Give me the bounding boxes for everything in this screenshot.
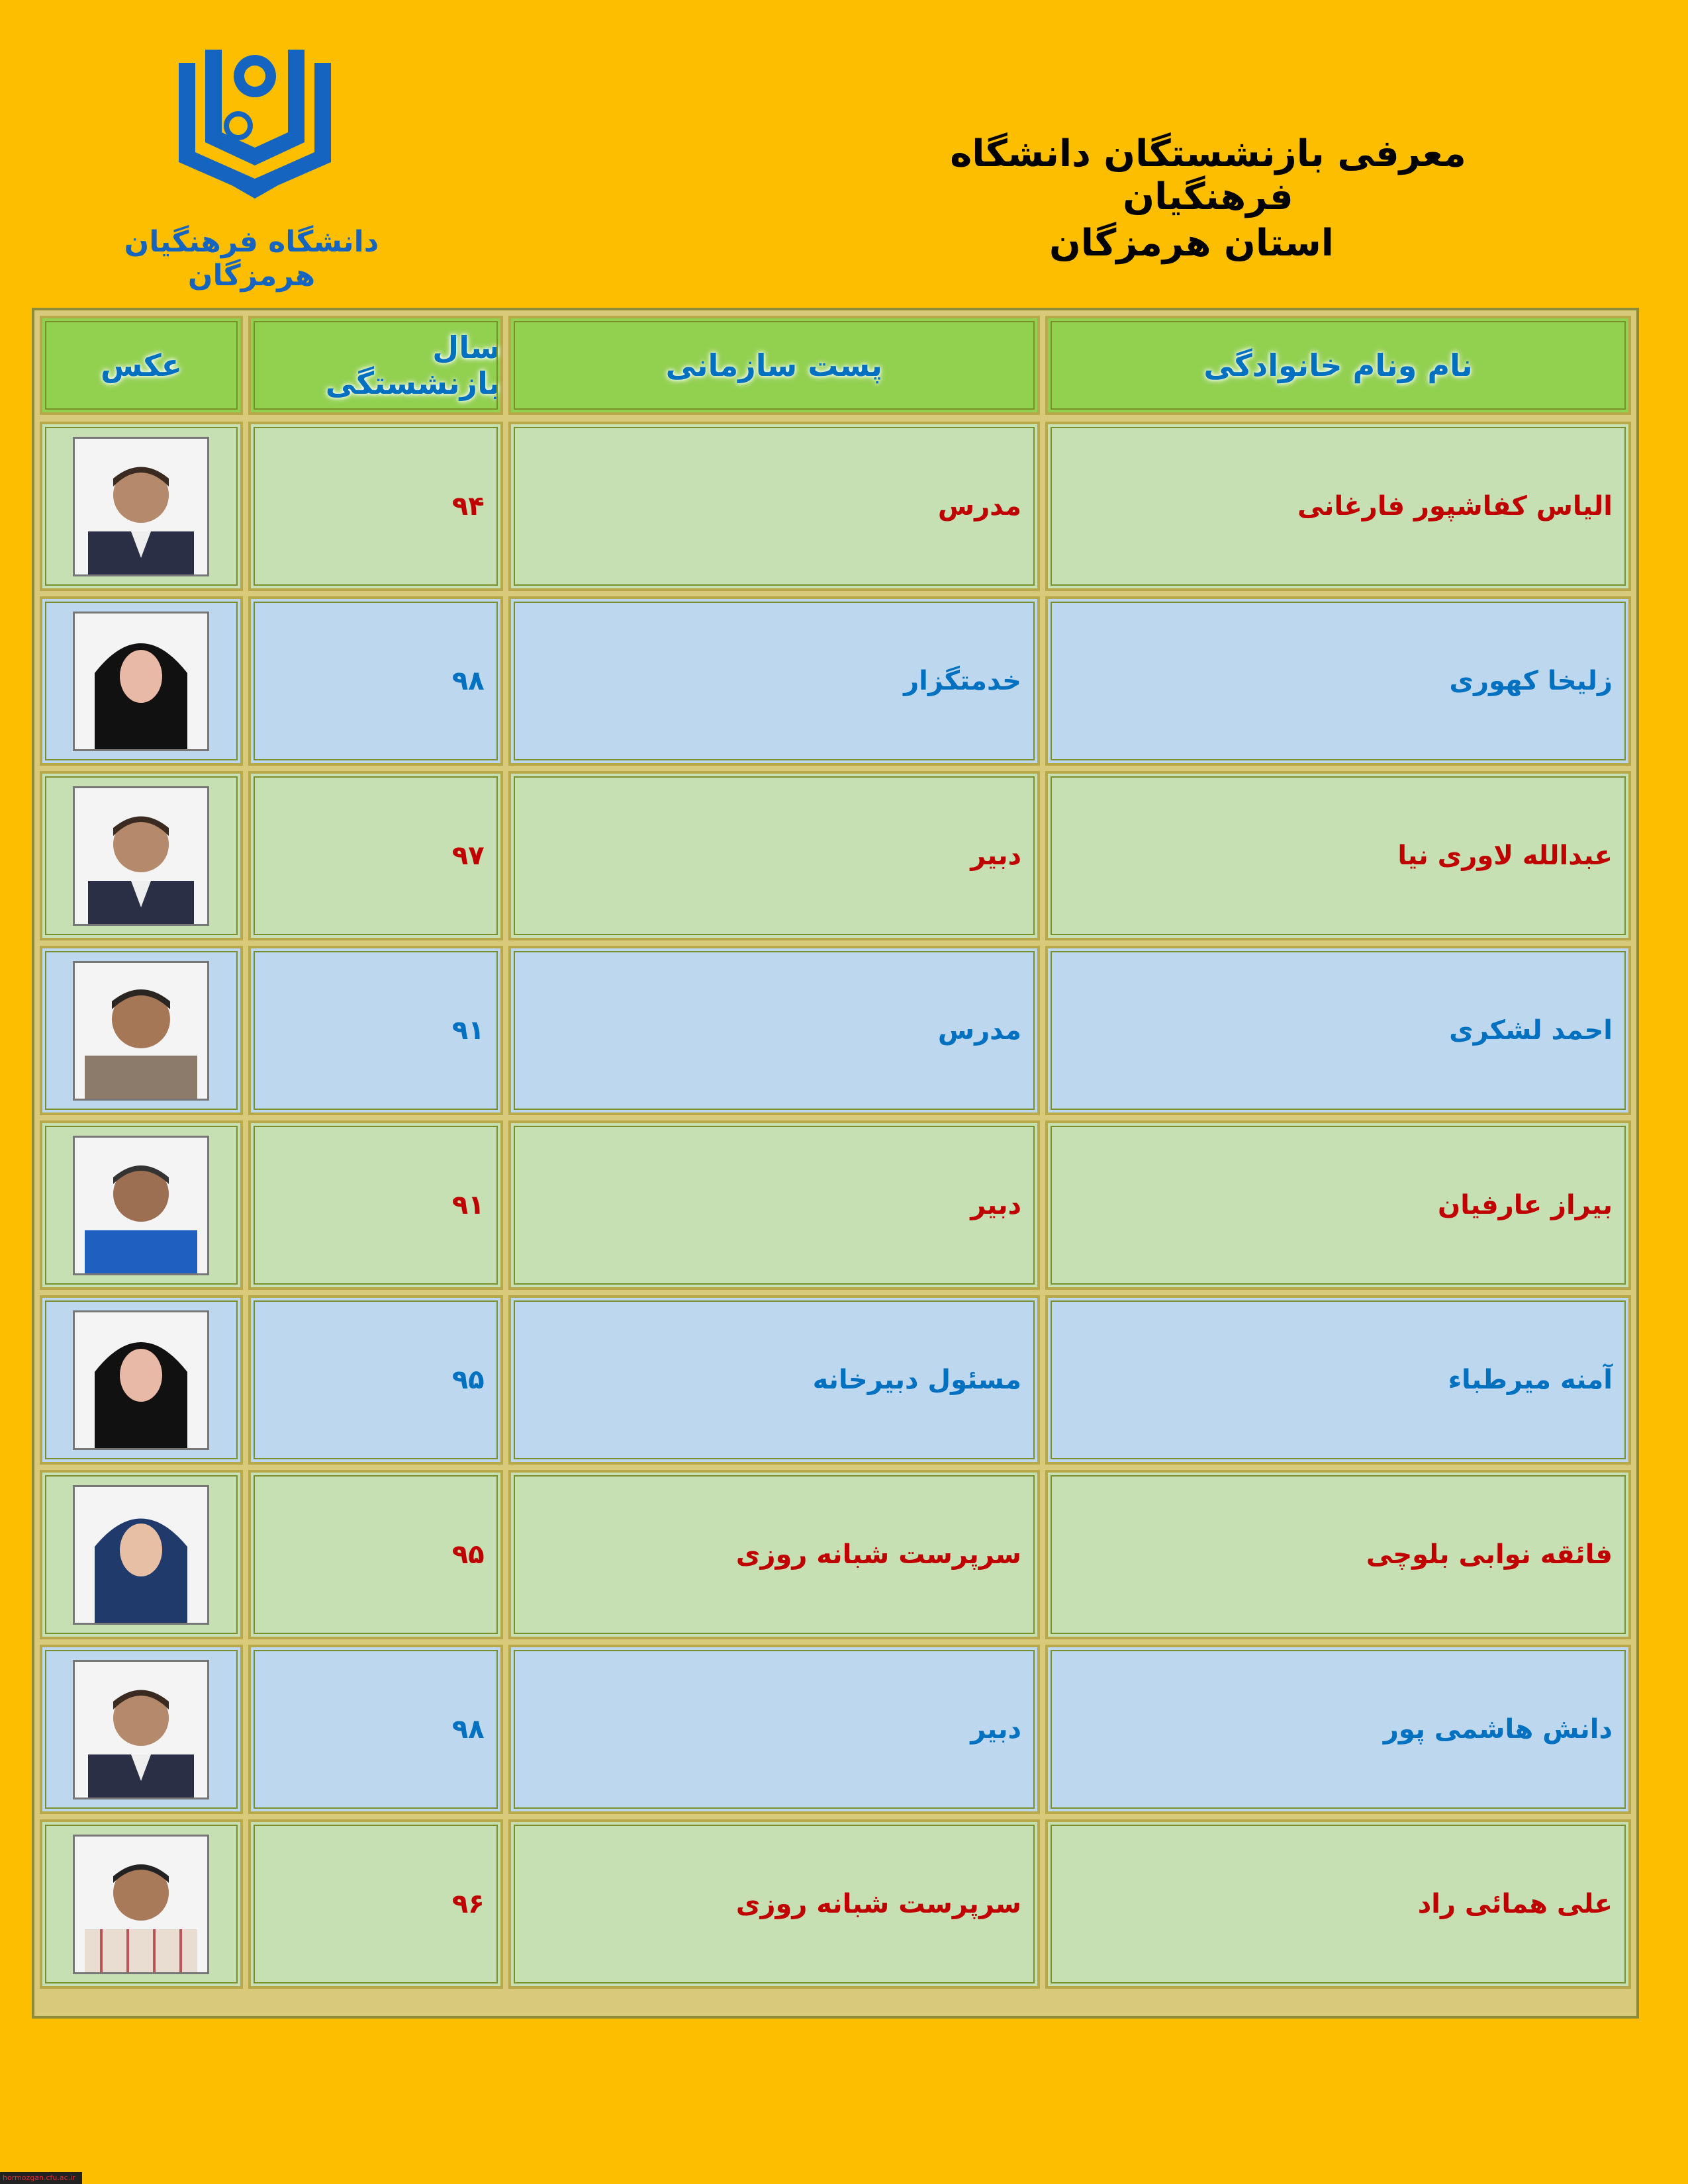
- full-name: احمد لشکری: [1449, 1015, 1613, 1046]
- year-cell: [248, 946, 503, 1115]
- post-cell: [508, 1295, 1040, 1465]
- retirement-year: ۹۷: [451, 841, 485, 871]
- post-cell: [508, 1645, 1040, 1814]
- year-cell: [248, 1645, 503, 1814]
- portrait-icon: [75, 1662, 207, 1797]
- post-cell: [508, 1819, 1040, 1989]
- portrait-icon: [75, 1837, 207, 1972]
- organizational-post: دبیر: [970, 1190, 1021, 1220]
- portrait-photo: [73, 786, 209, 926]
- name-cell: [1045, 1295, 1631, 1465]
- photo-cell: [40, 946, 243, 1115]
- header-post-label: پست سازمانی: [665, 347, 883, 383]
- full-name: بیراز عارفیان: [1438, 1190, 1613, 1220]
- organizational-post: سرپرست شبانه روزی: [735, 1889, 1021, 1919]
- header-name-label: نام ونام خانوادگی: [1203, 347, 1473, 383]
- full-name: الیاس کفاشپور فارغانی: [1297, 491, 1613, 522]
- photo-cell: [40, 596, 243, 766]
- year-cell: [248, 422, 503, 591]
- portrait-photo: [73, 437, 209, 576]
- page-subtitle: استان هرمزگان: [1049, 222, 1334, 265]
- photo-cell: [40, 771, 243, 940]
- header-name: [1045, 316, 1631, 415]
- post-cell: [508, 596, 1040, 766]
- logo-caption: دانشگاه فرهنگیان هرمزگان: [124, 225, 379, 293]
- retirement-year: ۹۱: [451, 1015, 485, 1046]
- header-year-label: سال بازنشستگی: [325, 330, 500, 401]
- name-cell: [1045, 771, 1631, 940]
- retirement-year: ۹۶: [451, 1889, 485, 1919]
- photo-cell: [40, 1295, 243, 1465]
- portrait-photo: [73, 1835, 209, 1974]
- table-row: [40, 946, 1631, 1115]
- portrait-photo: [73, 961, 209, 1101]
- logo-icon: [165, 36, 344, 202]
- full-name: زلیخا کهوری: [1449, 666, 1613, 696]
- name-cell: [1045, 422, 1631, 591]
- name-cell: [1045, 1120, 1631, 1290]
- retirement-year: ۹۴: [451, 491, 485, 522]
- organizational-post: مدرس: [937, 1015, 1021, 1046]
- organizational-post: خدمتگزار: [904, 666, 1021, 696]
- name-cell: [1045, 1819, 1631, 1989]
- table-row: [40, 1645, 1631, 1814]
- header-year: [248, 316, 503, 415]
- year-cell: [248, 1470, 503, 1639]
- portrait-icon: [75, 439, 207, 574]
- portrait-icon: [75, 614, 207, 749]
- retirement-year: ۹۱: [451, 1190, 485, 1220]
- table-row: [40, 422, 1631, 591]
- post-cell: [508, 771, 1040, 940]
- organizational-post: مسئول دبیرخانه: [812, 1365, 1021, 1395]
- header-photo: [40, 316, 243, 415]
- name-cell: [1045, 946, 1631, 1115]
- table-row: [40, 1120, 1631, 1290]
- year-cell: [248, 1120, 503, 1290]
- page-title: معرفی بازنشستگان دانشگاه فرهنگیان: [950, 132, 1466, 218]
- portrait-icon: [75, 1138, 207, 1273]
- retirees-table: [32, 308, 1639, 2019]
- photo-cell: [40, 1470, 243, 1639]
- portrait-photo: [73, 612, 209, 751]
- post-cell: [508, 422, 1040, 591]
- university-logo: [165, 36, 344, 202]
- name-cell: [1045, 596, 1631, 766]
- full-name: آمنه میرطباء: [1448, 1365, 1613, 1395]
- post-cell: [508, 1470, 1040, 1639]
- portrait-photo: [73, 1136, 209, 1275]
- portrait-photo: [73, 1485, 209, 1625]
- table-header-row: [40, 316, 1631, 415]
- post-cell: [508, 1120, 1040, 1290]
- table-row: [40, 1470, 1631, 1639]
- portrait-photo: [73, 1310, 209, 1450]
- organizational-post: دبیر: [970, 1714, 1021, 1745]
- name-cell: [1045, 1470, 1631, 1639]
- organizational-post: دبیر: [970, 841, 1021, 871]
- year-cell: [248, 1819, 503, 1989]
- year-cell: [248, 596, 503, 766]
- table-body: [40, 422, 1631, 1989]
- retirement-year: ۹۵: [451, 1539, 485, 1570]
- portrait-icon: [75, 788, 207, 924]
- header-photo-label: عکس: [100, 347, 183, 383]
- organizational-post: سرپرست شبانه روزی: [735, 1539, 1021, 1570]
- table-row: [40, 1295, 1631, 1465]
- header-post: [508, 316, 1040, 415]
- post-cell: [508, 946, 1040, 1115]
- portrait-icon: [75, 963, 207, 1099]
- full-name: دانش هاشمی پور: [1383, 1714, 1613, 1745]
- full-name: عبدالله لاوری نیا: [1397, 841, 1613, 871]
- full-name: علی همائی راد: [1417, 1889, 1613, 1919]
- portrait-icon: [75, 1312, 207, 1448]
- photo-cell: [40, 1120, 243, 1290]
- portrait-photo: [73, 1660, 209, 1799]
- full-name: فائقه نوابی بلوچی: [1366, 1539, 1613, 1570]
- retirement-year: ۹۸: [451, 1714, 485, 1745]
- portrait-icon: [75, 1487, 207, 1623]
- retirement-year: ۹۸: [451, 666, 485, 696]
- photo-cell: [40, 1819, 243, 1989]
- table-row: [40, 1819, 1631, 1989]
- photo-cell: [40, 1645, 243, 1814]
- name-cell: [1045, 1645, 1631, 1814]
- organizational-post: مدرس: [937, 491, 1021, 522]
- year-cell: [248, 771, 503, 940]
- watermark: hormozgan.cfu.ac.ir: [0, 2172, 82, 2184]
- photo-cell: [40, 422, 243, 591]
- year-cell: [248, 1295, 503, 1465]
- table-row: [40, 771, 1631, 940]
- retirement-year: ۹۵: [451, 1365, 485, 1395]
- table-row: [40, 596, 1631, 766]
